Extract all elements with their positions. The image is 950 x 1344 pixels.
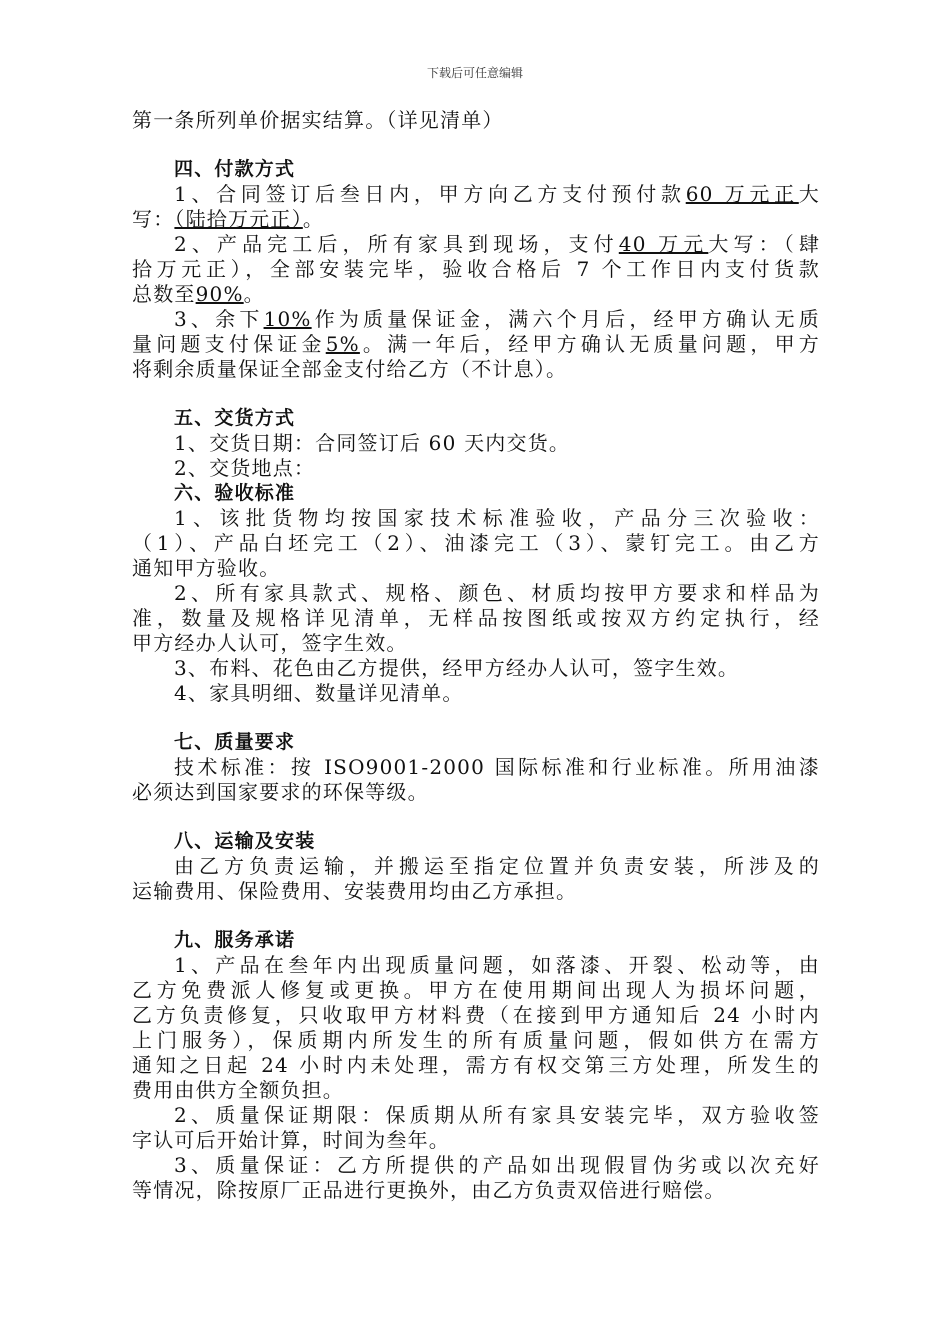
paragraph-line: 2、质量保证期限：保质期从所有家具安装完毕，双方验收签	[174, 1103, 820, 1127]
paragraph-line: 等情况，除按原厂正品进行更换外，由乙方负责双倍进行赔偿。	[132, 1178, 726, 1202]
text-span: 1、合同签订后叁日内，甲方向乙方支付预付款	[174, 182, 686, 206]
percent-retention: 10%	[263, 307, 312, 331]
paragraph-line: 乙方负责修复，只收取甲方材料费（在接到甲方通知后 24 小时内	[132, 1003, 820, 1027]
page-header: 下载后可任意编辑	[426, 66, 523, 80]
paragraph-line	[132, 182, 820, 207]
paragraph-line: 字认可后开始计算，时间为叁年。	[132, 1128, 450, 1152]
paragraph-line: 由乙方负责运输，并搬运至指定位置并负责安装，所涉及的	[174, 854, 820, 878]
paragraph-line	[132, 332, 820, 357]
amount-in-words: （陆拾万元正）	[174, 207, 303, 231]
percent-total: 90%	[195, 282, 244, 306]
paragraph-line: 必须达到国家要求的环保等级。	[132, 780, 429, 804]
paragraph-line: 1、交货日期：合同签订后 60 天内交货。	[174, 431, 571, 455]
text-span: 2、产品完工后，所有家具到现场，支付	[174, 232, 619, 256]
paragraph-line: 2、交货地点：	[174, 456, 316, 480]
paragraph-line: 将剩余质量保证全部金支付给乙方（不计息）。	[132, 357, 568, 381]
text-span: 写：	[132, 207, 175, 231]
document-body	[132, 108, 820, 1203]
section-heading-acceptance: 六、验收标准	[174, 482, 296, 504]
section-heading-transport: 八、运输及安装	[174, 830, 316, 852]
paragraph-line: 费用由供方全额负担。	[132, 1078, 344, 1102]
paragraph-line: 通知之日起 24 小时内未处理，需方有权交第三方处理，所发生的	[132, 1053, 820, 1077]
paragraph-line: 乙方免费派人修复或更换。甲方在使用期间出现人为损坏问题，	[132, 978, 820, 1002]
paragraph-line: 第一条所列单价据实结算。（详见清单）	[132, 108, 504, 132]
amount-prepayment: 60 万元正	[685, 182, 799, 206]
text-span: 。	[243, 282, 265, 306]
paragraph-line: 2、所有家具款式、规格、颜色、材质均按甲方要求和样品为	[174, 581, 820, 605]
paragraph-line: 运输费用、保险费用、安装费用均由乙方承担。	[132, 879, 578, 903]
paragraph-line: 拾万元正），全部安装完毕，验收合格后 7 个工作日内支付货款	[132, 257, 820, 281]
section-heading-payment: 四、付款方式	[174, 158, 296, 180]
paragraph-line	[132, 307, 820, 332]
paragraph-line: （1）、产品白坯完工（2）、油漆完工（3）、蒙钉完工。由乙方	[132, 531, 820, 555]
section-heading-quality: 七、质量要求	[174, 731, 296, 753]
paragraph-line	[132, 232, 820, 257]
paragraph-line: 3、布料、花色由乙方提供，经甲方经办人认可，签字生效。	[174, 656, 740, 680]
paragraph-line	[132, 282, 820, 307]
section-heading-delivery: 五、交货方式	[174, 407, 296, 429]
paragraph-line: 准，数量及规格详见清单，无样品按图纸或按双方约定执行，经	[132, 606, 820, 630]
percent-deposit: 5%	[325, 332, 360, 356]
paragraph-line: 1、产品在叁年内出现质量问题，如落漆、开裂、松动等，由	[174, 953, 820, 977]
paragraph-line: 1、该批货物均按国家技术标准验收，产品分三次验收：	[174, 506, 820, 530]
text-span: 3、余下	[174, 307, 264, 331]
paragraph-line: 4、家具明细、数量详见清单。	[174, 681, 464, 705]
section-heading-service: 九、服务承诺	[174, 929, 296, 951]
amount-second-payment: 40 万元	[618, 232, 709, 256]
paragraph-line: 甲方经办人认可，签字生效。	[132, 631, 408, 655]
text-span: 。	[302, 207, 325, 231]
text-span: 大	[798, 182, 820, 206]
text-span: 作为质量保证金，满六个月后，经甲方确认无质	[311, 307, 820, 331]
paragraph-line: 上门服务），保质期内所发生的所有质量问题，假如供方在需方	[132, 1028, 820, 1052]
paragraph-line: 技术标准：按 ISO9001-2000 国际标准和行业标准。所用油漆	[174, 755, 820, 779]
text-span: 。满一年后，经甲方确认无质量问题，甲方	[359, 332, 820, 356]
paragraph-line: 通知甲方验收。	[132, 556, 281, 580]
text-span: 大写：（肆	[708, 232, 821, 256]
text-span: 量问题支付保证金	[132, 332, 326, 356]
paragraph-line: 3、质量保证：乙方所提供的产品如出现假冒伪劣或以次充好	[174, 1153, 820, 1177]
paragraph-line	[132, 207, 820, 232]
text-span: 总数至	[132, 282, 196, 306]
